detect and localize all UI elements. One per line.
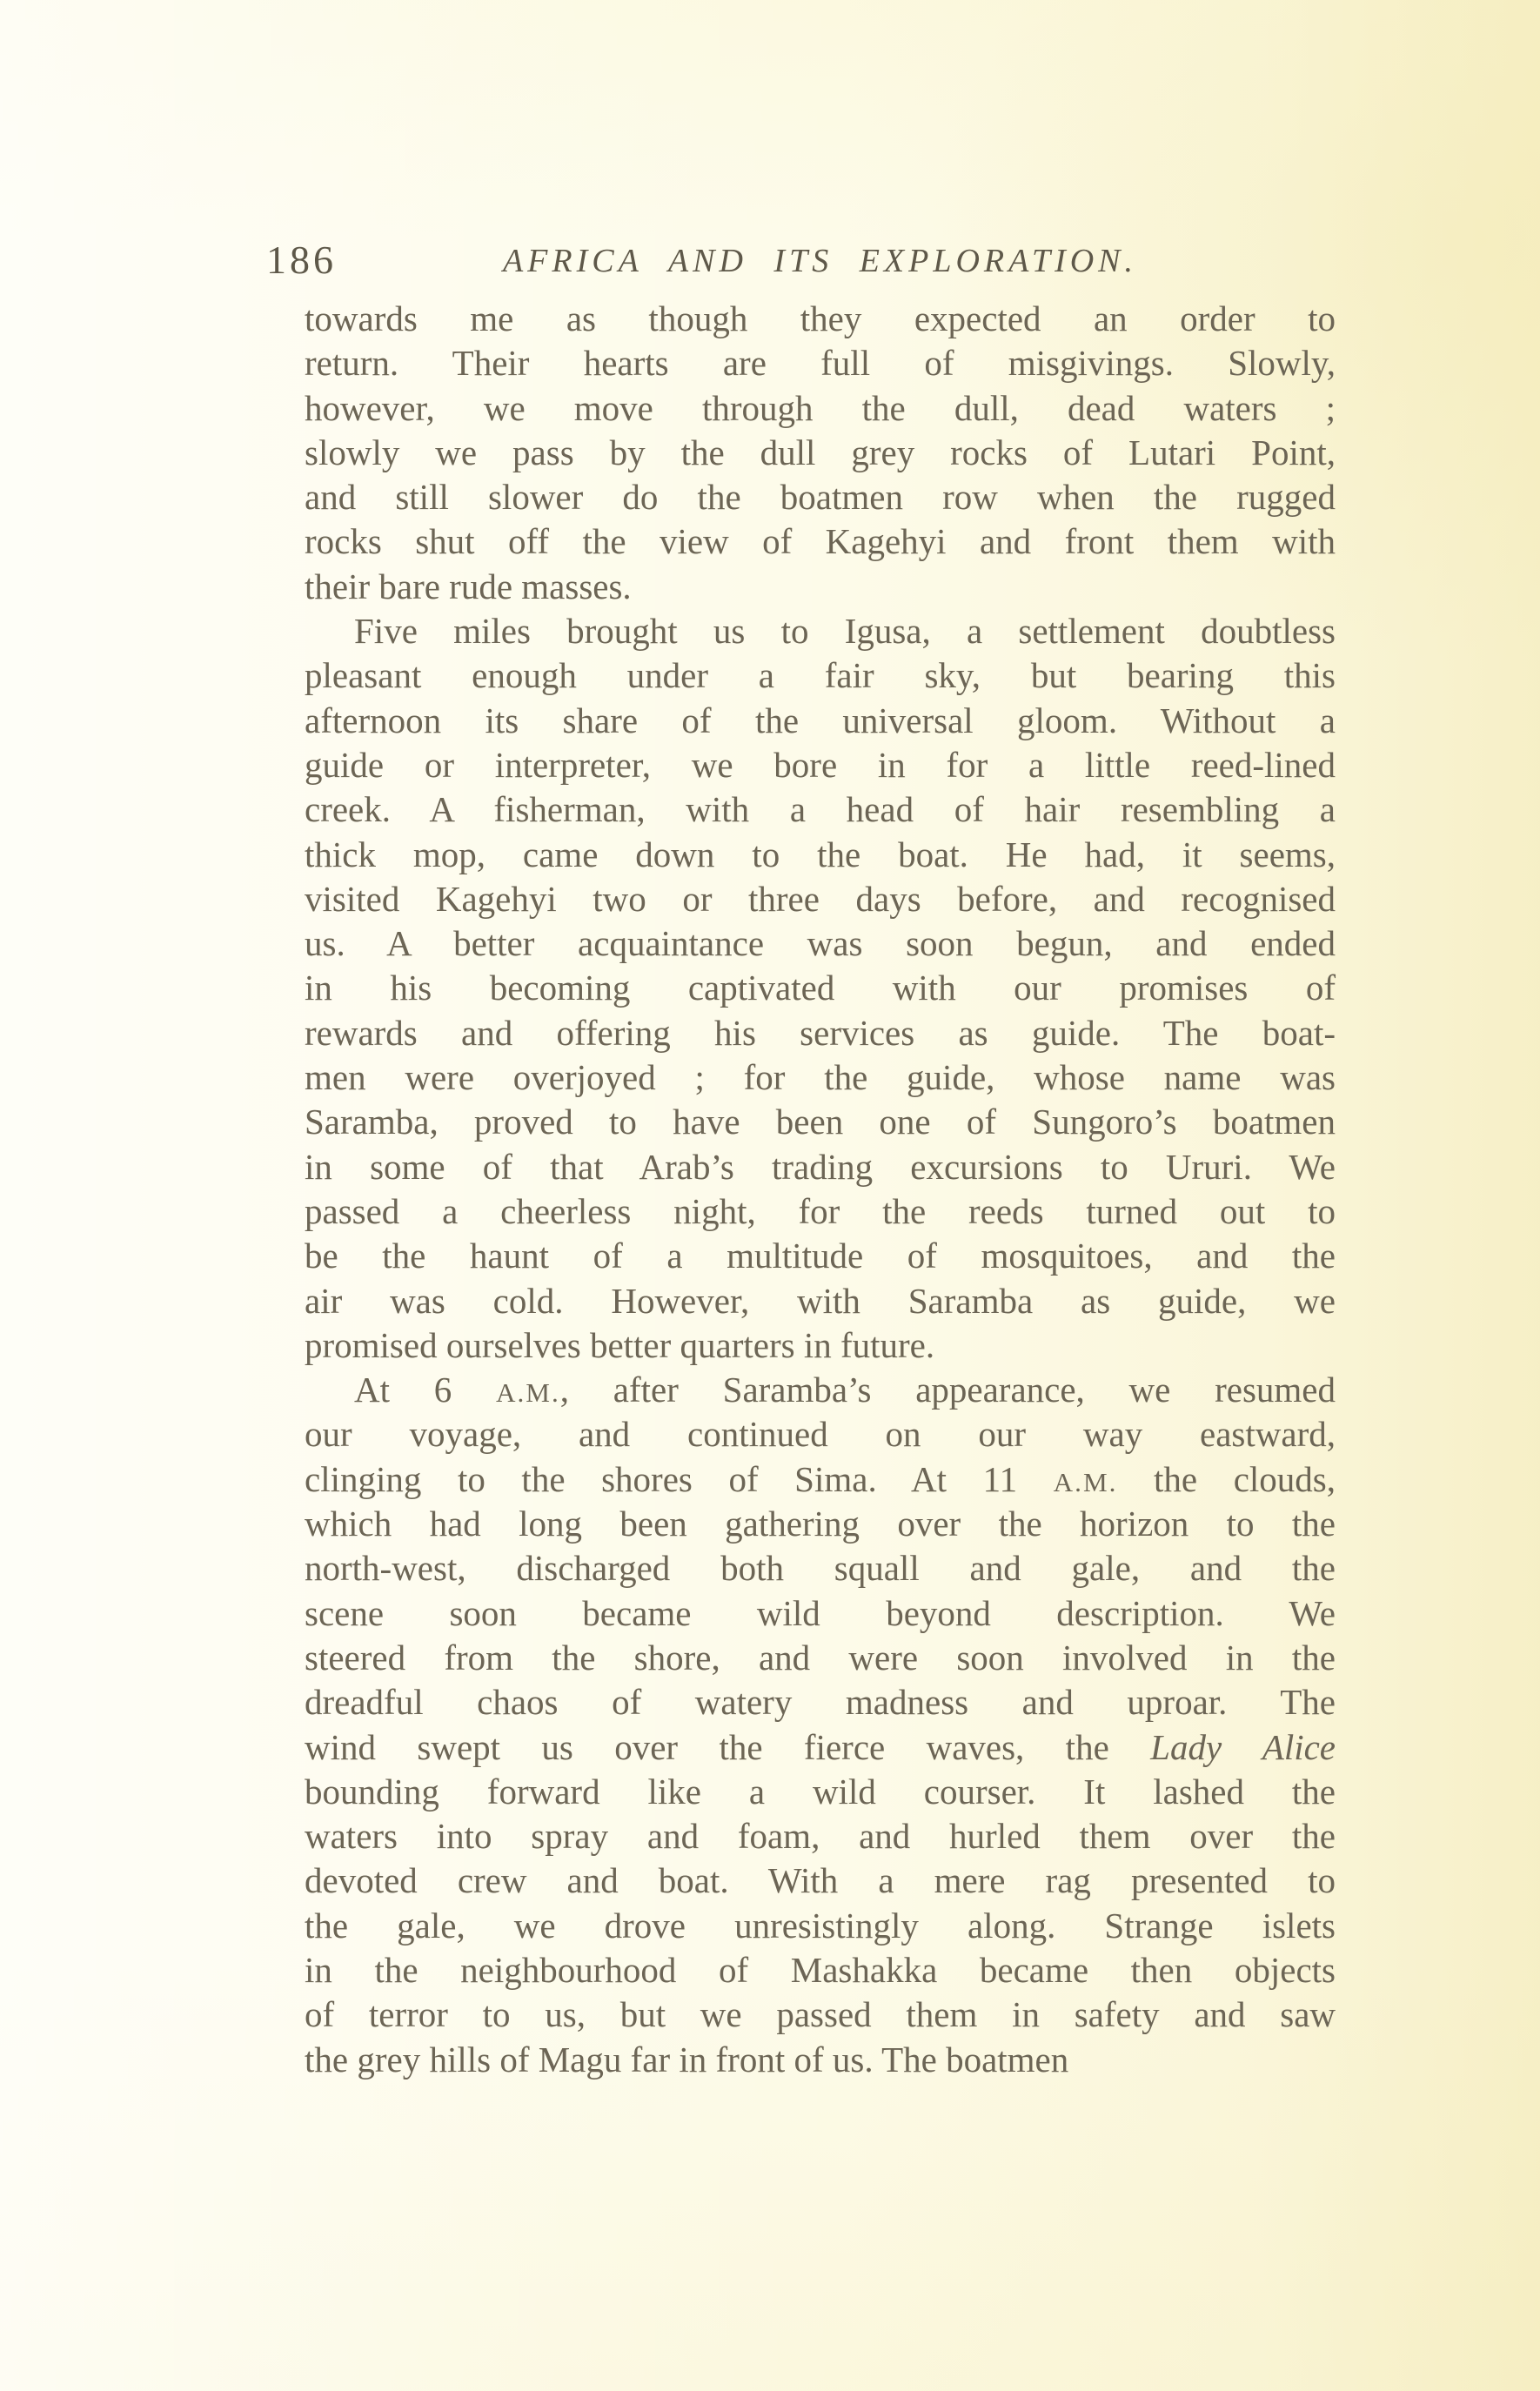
text-line: rocks shut off the view of Kagehyi and front them with [305, 521, 1336, 562]
text-line: north-west, discharged both squall and gale, and the [305, 1548, 1336, 1589]
text-line: bounding forward like a wild courser. It lashed the [305, 1771, 1336, 1812]
text-line: wind swept us over the fierce waves, the Lady Alice [305, 1726, 1336, 1767]
text-line: us. A better acquaintance was soon begun, and ended [305, 923, 1336, 964]
text-line: our voyage, and continued on our way eastward, [305, 1414, 1336, 1455]
text-line: which had long been gathering over the horizon to the [305, 1504, 1336, 1544]
text-line: creek. A fisherman, with a head of hair resembling a [305, 789, 1336, 830]
text-line: dreadful chaos of watery madness and uproar. The [305, 1682, 1336, 1723]
text-line: air was cold. However, with Saramba as guide, we [305, 1280, 1336, 1321]
text-line: rewards and offering his services as guide. The boat- [305, 1012, 1336, 1053]
text-line: afternoon its share of the universal gloom. Without a [305, 700, 1336, 740]
text-line: their bare rude masses. [305, 566, 632, 606]
text-line: Five miles brought us to Igusa, a settlement doubtless [354, 611, 1336, 652]
text-line: and still slower do the boatmen row when the rugged [305, 477, 1336, 518]
text-line: scene soon became wild beyond description. We [305, 1592, 1336, 1633]
text-line: towards me as though they expected an order to [305, 298, 1336, 338]
text-line: clinging to the shores of Sima. At 11 A.M. the clouds, [305, 1458, 1336, 1499]
text-line: thick mop, came down to the boat. He had, it seems, [305, 834, 1336, 874]
text-line: be the haunt of a multitude of mosquitoes, and the [305, 1236, 1336, 1276]
text-line: promised ourselves better quarters in future. [305, 1324, 935, 1365]
text-line: At 6 A.M., after Saramba’s appearance, we resumed [354, 1370, 1336, 1410]
text-line: waters into spray and foam, and hurled them over the [305, 1816, 1336, 1857]
text-line: of terror to us, but we passed them in safety and saw [305, 1994, 1336, 2035]
text-line: devoted crew and boat. With a mere rag presented to [305, 1860, 1336, 1901]
paragraph [305, 609, 1336, 1368]
text-line: men were overjoyed ; for the guide, whose name was [305, 1057, 1336, 1098]
text-line: the grey hills of Magu far in front of us. The boatmen [305, 2039, 1069, 2080]
text-line: visited Kagehyi two or three days before, and recognised [305, 878, 1336, 919]
text-line: steered from the shore, and were soon involved in the [305, 1637, 1336, 1678]
text-line: pleasant enough under a fair sky, but bearing this [305, 655, 1336, 696]
text-line: in the neighbourhood of Mashakka became then objects [305, 1949, 1336, 1990]
text-line: Saramba, proved to have been one of Sungoro’s boatmen [305, 1102, 1336, 1142]
page-number: 186 [266, 238, 337, 282]
text-line: passed a cheerless night, for the reeds turned out to [305, 1190, 1336, 1231]
running-header: AFRICA AND ITS EXPLORATION. [502, 243, 1138, 279]
text-line: however, we move through the dull, dead waters ; [305, 387, 1336, 428]
text-line: in some of that Arab’s trading excursions to Ururi. We [305, 1146, 1336, 1187]
text-line: the gale, we drove unresistingly along. Strange islets [305, 1905, 1336, 1946]
text-line: guide or interpreter, we bore in for a little reed-lined [305, 744, 1336, 785]
paragraph [305, 297, 1336, 609]
paragraph [305, 1368, 1336, 2082]
text-line: return. Their hearts are full of misgivings. Slowly, [305, 343, 1336, 384]
text-line: in his becoming captivated with our promises of [305, 968, 1336, 1008]
text-line: slowly we pass by the dull grey rocks of Lutari Point, [305, 432, 1336, 472]
text-block [305, 297, 1336, 2082]
